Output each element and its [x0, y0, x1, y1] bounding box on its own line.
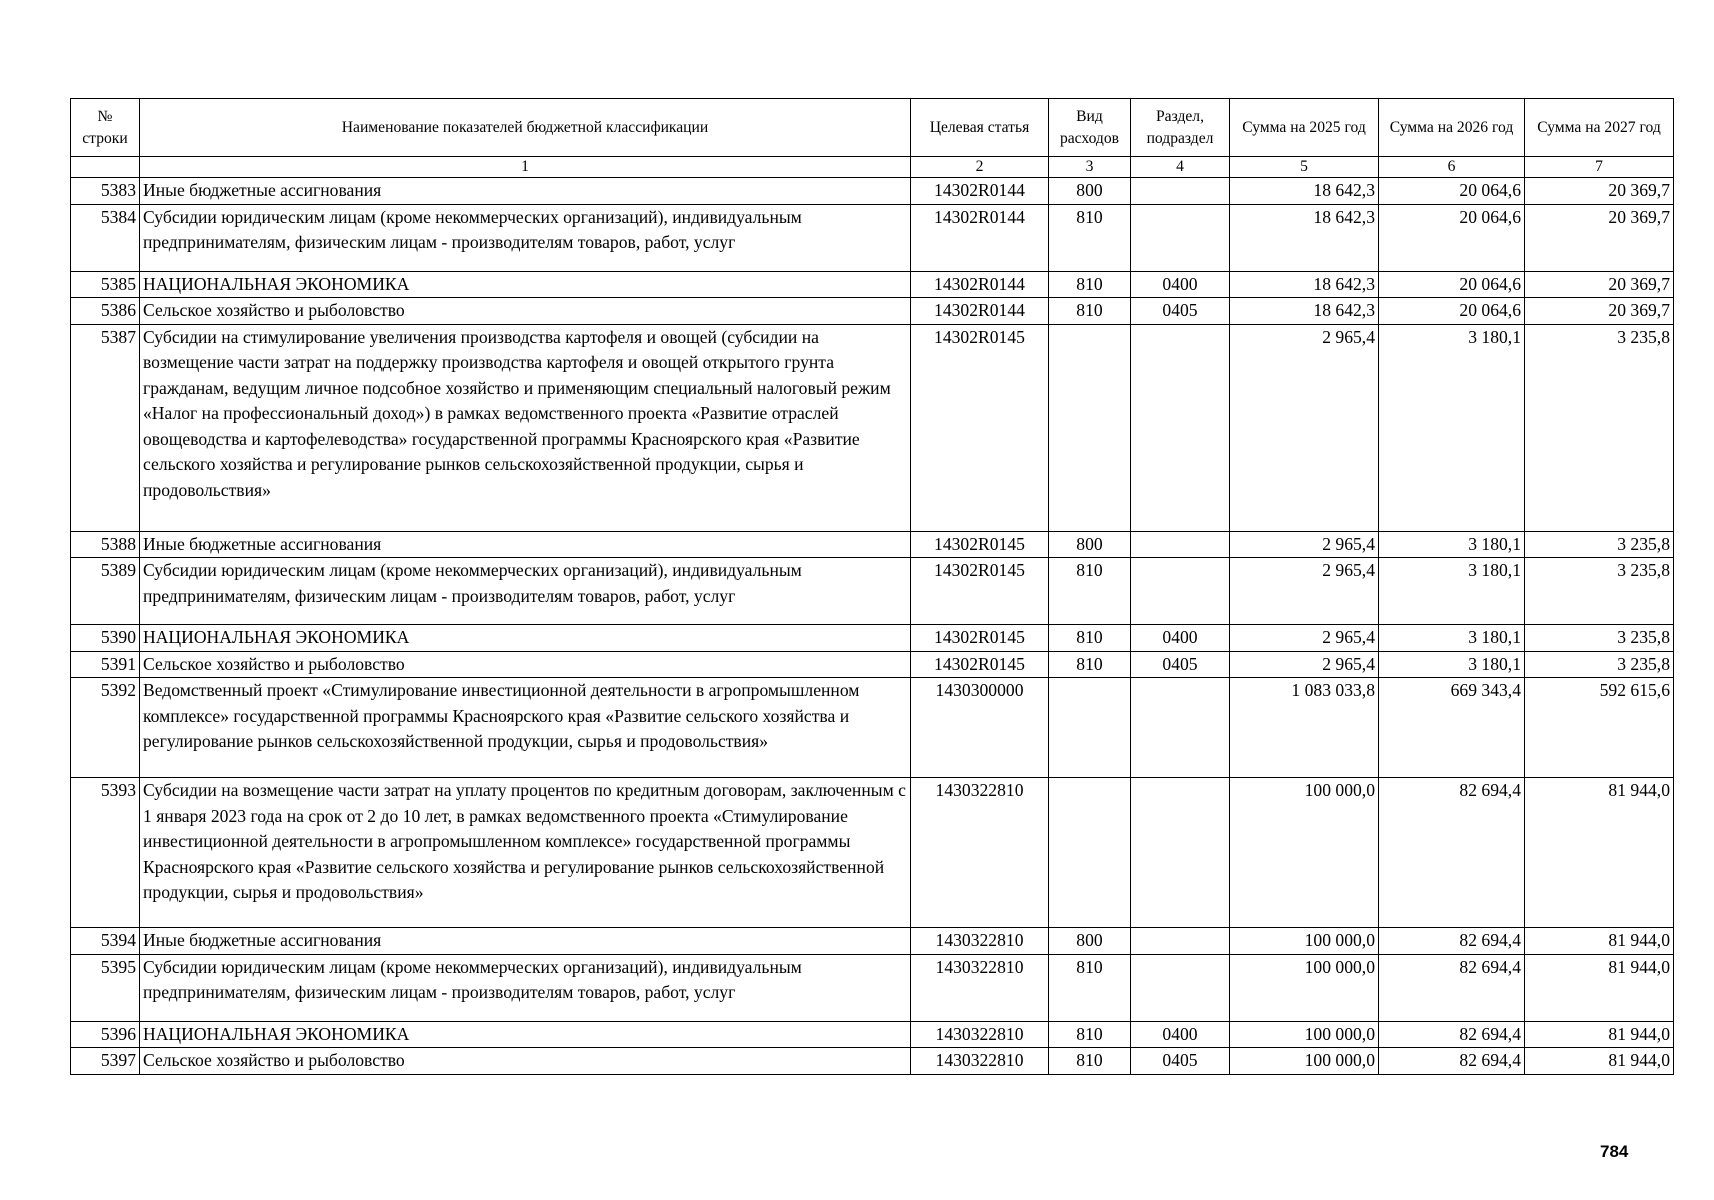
sum-2026-cell: 3 180,1 [1379, 625, 1525, 652]
expense-type-cell: 800 [1049, 178, 1131, 205]
sum-2025-cell: 100 000,0 [1230, 778, 1379, 928]
table-row [71, 531, 1674, 558]
sum-2025-cell: 18 642,3 [1230, 298, 1379, 325]
section-cell: 0405 [1131, 651, 1230, 678]
name-cell: Иные бюджетные ассигнования [140, 928, 911, 955]
section-cell: 0400 [1131, 1021, 1230, 1048]
row-number-cell: 5386 [71, 298, 140, 325]
row-number-cell: 5387 [71, 324, 140, 531]
sum-2025-cell: 100 000,0 [1230, 1048, 1379, 1075]
sum-2025-cell: 100 000,0 [1230, 1021, 1379, 1048]
target-article-cell: 14302R0144 [911, 178, 1049, 205]
section-cell [1131, 531, 1230, 558]
row-number-cell: 5390 [71, 625, 140, 652]
sum-2027-cell: 81 944,0 [1525, 1048, 1674, 1075]
expense-type-cell: 810 [1049, 271, 1131, 298]
sum-2026-cell: 20 064,6 [1379, 271, 1525, 298]
sum-2026-cell: 82 694,4 [1379, 1021, 1525, 1048]
sum-2027-cell: 20 369,7 [1525, 298, 1674, 325]
target-article-cell: 1430322810 [911, 954, 1049, 1021]
sum-2027-cell: 3 235,8 [1525, 558, 1674, 625]
target-article-cell: 14302R0144 [911, 298, 1049, 325]
row-number-cell: 5393 [71, 778, 140, 928]
name-cell: Иные бюджетные ассигнования [140, 178, 911, 205]
column-number: 6 [1379, 157, 1525, 178]
expense-type-cell: 810 [1049, 954, 1131, 1021]
target-article-cell: 14302R0145 [911, 558, 1049, 625]
row-number-cell: 5388 [71, 531, 140, 558]
column-number: 3 [1049, 157, 1131, 178]
sum-2026-cell: 82 694,4 [1379, 954, 1525, 1021]
header-sum-2026: Сумма на 2026 год [1379, 99, 1525, 157]
section-cell: 0400 [1131, 271, 1230, 298]
sum-2027-cell: 81 944,0 [1525, 778, 1674, 928]
section-cell: 0405 [1131, 1048, 1230, 1075]
sum-2026-cell: 3 180,1 [1379, 531, 1525, 558]
row-number-cell: 5392 [71, 678, 140, 778]
table-row [71, 298, 1674, 325]
sum-2026-cell: 20 064,6 [1379, 298, 1525, 325]
row-number-cell: 5389 [71, 558, 140, 625]
section-cell [1131, 178, 1230, 205]
sum-2025-cell: 2 965,4 [1230, 651, 1379, 678]
header-sum-2025: Сумма на 2025 год [1230, 99, 1379, 157]
sum-2025-cell: 2 965,4 [1230, 324, 1379, 531]
name-cell: НАЦИОНАЛЬНАЯ ЭКОНОМИКА [140, 625, 911, 652]
page-number: 784 [1600, 1142, 1629, 1161]
name-cell: Субсидии на возмещение части затрат на уплату процентов по кредитным договорам, заключенным с 1 января 2023 года на срок от 2 до 10 лет, в рамках ведомственного проекта «Стимулирование инвестиционной деятельности в агропромышленном комплексе» государственной программы Красноярского края «Развитие сельского хозяйства и регулирование рынков сельскохозяйственной продукции, сырья и продовольствия» [140, 778, 911, 928]
target-article-cell: 1430322810 [911, 778, 1049, 928]
table-row [71, 324, 1674, 531]
sum-2027-cell: 592 615,6 [1525, 678, 1674, 778]
target-article-cell: 14302R0145 [911, 651, 1049, 678]
sum-2027-cell: 20 369,7 [1525, 204, 1674, 271]
column-number: 1 [140, 157, 911, 178]
sum-2025-cell: 1 083 033,8 [1230, 678, 1379, 778]
sum-2026-cell: 82 694,4 [1379, 928, 1525, 955]
row-number-cell: 5396 [71, 1021, 140, 1048]
sum-2027-cell: 81 944,0 [1525, 1021, 1674, 1048]
section-cell [1131, 928, 1230, 955]
table-row [71, 625, 1674, 652]
header-row-number: № строки [71, 99, 140, 157]
expense-type-cell: 810 [1049, 625, 1131, 652]
sum-2026-cell: 82 694,4 [1379, 1048, 1525, 1075]
section-cell [1131, 954, 1230, 1021]
sum-2027-cell: 81 944,0 [1525, 954, 1674, 1021]
sum-2025-cell: 18 642,3 [1230, 271, 1379, 298]
sum-2027-cell: 3 235,8 [1525, 531, 1674, 558]
target-article-cell: 1430300000 [911, 678, 1049, 778]
table-row [71, 954, 1674, 1021]
table-row [71, 678, 1674, 778]
row-number-cell: 5385 [71, 271, 140, 298]
row-number-cell: 5394 [71, 928, 140, 955]
header-expense-type: Вид расходов [1049, 99, 1131, 157]
table-row [71, 928, 1674, 955]
expense-type-cell: 800 [1049, 928, 1131, 955]
sum-2026-cell: 20 064,6 [1379, 204, 1525, 271]
section-cell: 0400 [1131, 625, 1230, 652]
sum-2026-cell: 3 180,1 [1379, 558, 1525, 625]
row-number-cell: 5383 [71, 178, 140, 205]
expense-type-cell: 810 [1049, 298, 1131, 325]
name-cell: НАЦИОНАЛЬНАЯ ЭКОНОМИКА [140, 271, 911, 298]
sum-2027-cell: 81 944,0 [1525, 928, 1674, 955]
sum-2025-cell: 18 642,3 [1230, 178, 1379, 205]
sum-2027-cell: 3 235,8 [1525, 651, 1674, 678]
row-number-cell: 5391 [71, 651, 140, 678]
expense-type-cell: 800 [1049, 531, 1131, 558]
target-article-cell: 14302R0144 [911, 204, 1049, 271]
column-number: 7 [1525, 157, 1674, 178]
column-number [71, 157, 140, 178]
sum-2025-cell: 100 000,0 [1230, 928, 1379, 955]
header-name: Наименование показателей бюджетной классификации [140, 99, 911, 157]
table-row [71, 558, 1674, 625]
column-number-row [71, 157, 1674, 178]
name-cell: Сельское хозяйство и рыболовство [140, 651, 911, 678]
table-row [71, 1048, 1674, 1075]
section-cell [1131, 324, 1230, 531]
row-number-cell: 5395 [71, 954, 140, 1021]
sum-2027-cell: 20 369,7 [1525, 178, 1674, 205]
column-number: 5 [1230, 157, 1379, 178]
row-number-cell: 5384 [71, 204, 140, 271]
target-article-cell: 14302R0145 [911, 324, 1049, 531]
target-article-cell: 1430322810 [911, 1048, 1049, 1075]
section-cell [1131, 678, 1230, 778]
sum-2025-cell: 2 965,4 [1230, 558, 1379, 625]
table-row [71, 651, 1674, 678]
sum-2025-cell: 2 965,4 [1230, 531, 1379, 558]
sum-2026-cell: 3 180,1 [1379, 324, 1525, 531]
sum-2026-cell: 3 180,1 [1379, 651, 1525, 678]
target-article-cell: 1430322810 [911, 1021, 1049, 1048]
table-row [71, 204, 1674, 271]
name-cell: Сельское хозяйство и рыболовство [140, 298, 911, 325]
sum-2027-cell: 3 235,8 [1525, 324, 1674, 531]
sum-2025-cell: 2 965,4 [1230, 625, 1379, 652]
name-cell: Иные бюджетные ассигнования [140, 531, 911, 558]
expense-type-cell [1049, 678, 1131, 778]
table-row [71, 271, 1674, 298]
row-number-cell: 5397 [71, 1048, 140, 1075]
table-row [71, 178, 1674, 205]
name-cell: Субсидии юридическим лицам (кроме некоммерческих организаций), индивидуальным предпринимателям, физическим лицам - производителям товаров, работ, услуг [140, 558, 911, 625]
sum-2025-cell: 100 000,0 [1230, 954, 1379, 1021]
target-article-cell: 14302R0145 [911, 625, 1049, 652]
expense-type-cell [1049, 324, 1131, 531]
section-cell: 0405 [1131, 298, 1230, 325]
name-cell: Сельское хозяйство и рыболовство [140, 1048, 911, 1075]
column-number: 2 [911, 157, 1049, 178]
expense-type-cell: 810 [1049, 204, 1131, 271]
header-row [71, 99, 1674, 157]
sum-2026-cell: 669 343,4 [1379, 678, 1525, 778]
section-cell [1131, 778, 1230, 928]
target-article-cell: 14302R0145 [911, 531, 1049, 558]
table-row [71, 778, 1674, 928]
budget-table [70, 98, 1674, 1075]
sum-2026-cell: 20 064,6 [1379, 178, 1525, 205]
name-cell: Ведомственный проект «Стимулирование инвестиционной деятельности в агропромышленном комплексе» государственной программы Красноярского края «Развитие сельского хозяйства и регулирование рынков сельскохозяйственной продукции, сырья и продовольствия» [140, 678, 911, 778]
table-row [71, 1021, 1674, 1048]
expense-type-cell: 810 [1049, 1048, 1131, 1075]
sum-2026-cell: 82 694,4 [1379, 778, 1525, 928]
header-target-article: Целевая статья [911, 99, 1049, 157]
name-cell: Субсидии на стимулирование увеличения производства картофеля и овощей (субсидии на возмещение части затрат на поддержку производства картофеля и овощей открытого грунта гражданам, ведущим личное подсобное хозяйство и применяющим специальный налоговый режим «Налог на профессиональный доход») в рамках ведомственного проекта «Развитие отраслей овощеводства и картофелеводства» государственной программы Красноярского края «Развитие сельского хозяйства и регулирование рынков сельскохозяйственной продукции, сырья и продовольствия» [140, 324, 911, 531]
sum-2027-cell: 3 235,8 [1525, 625, 1674, 652]
header-sum-2027: Сумма на 2027 год [1525, 99, 1674, 157]
column-number: 4 [1131, 157, 1230, 178]
name-cell: Субсидии юридическим лицам (кроме некоммерческих организаций), индивидуальным предпринимателям, физическим лицам - производителям товаров, работ, услуг [140, 204, 911, 271]
expense-type-cell: 810 [1049, 1021, 1131, 1048]
expense-type-cell: 810 [1049, 651, 1131, 678]
name-cell: Субсидии юридическим лицам (кроме некоммерческих организаций), индивидуальным предпринимателям, физическим лицам - производителям товаров, работ, услуг [140, 954, 911, 1021]
sum-2025-cell: 18 642,3 [1230, 204, 1379, 271]
header-section: Раздел, подраздел [1131, 99, 1230, 157]
section-cell [1131, 558, 1230, 625]
sum-2027-cell: 20 369,7 [1525, 271, 1674, 298]
expense-type-cell: 810 [1049, 558, 1131, 625]
expense-type-cell [1049, 778, 1131, 928]
target-article-cell: 14302R0144 [911, 271, 1049, 298]
target-article-cell: 1430322810 [911, 928, 1049, 955]
section-cell [1131, 204, 1230, 271]
name-cell: НАЦИОНАЛЬНАЯ ЭКОНОМИКА [140, 1021, 911, 1048]
